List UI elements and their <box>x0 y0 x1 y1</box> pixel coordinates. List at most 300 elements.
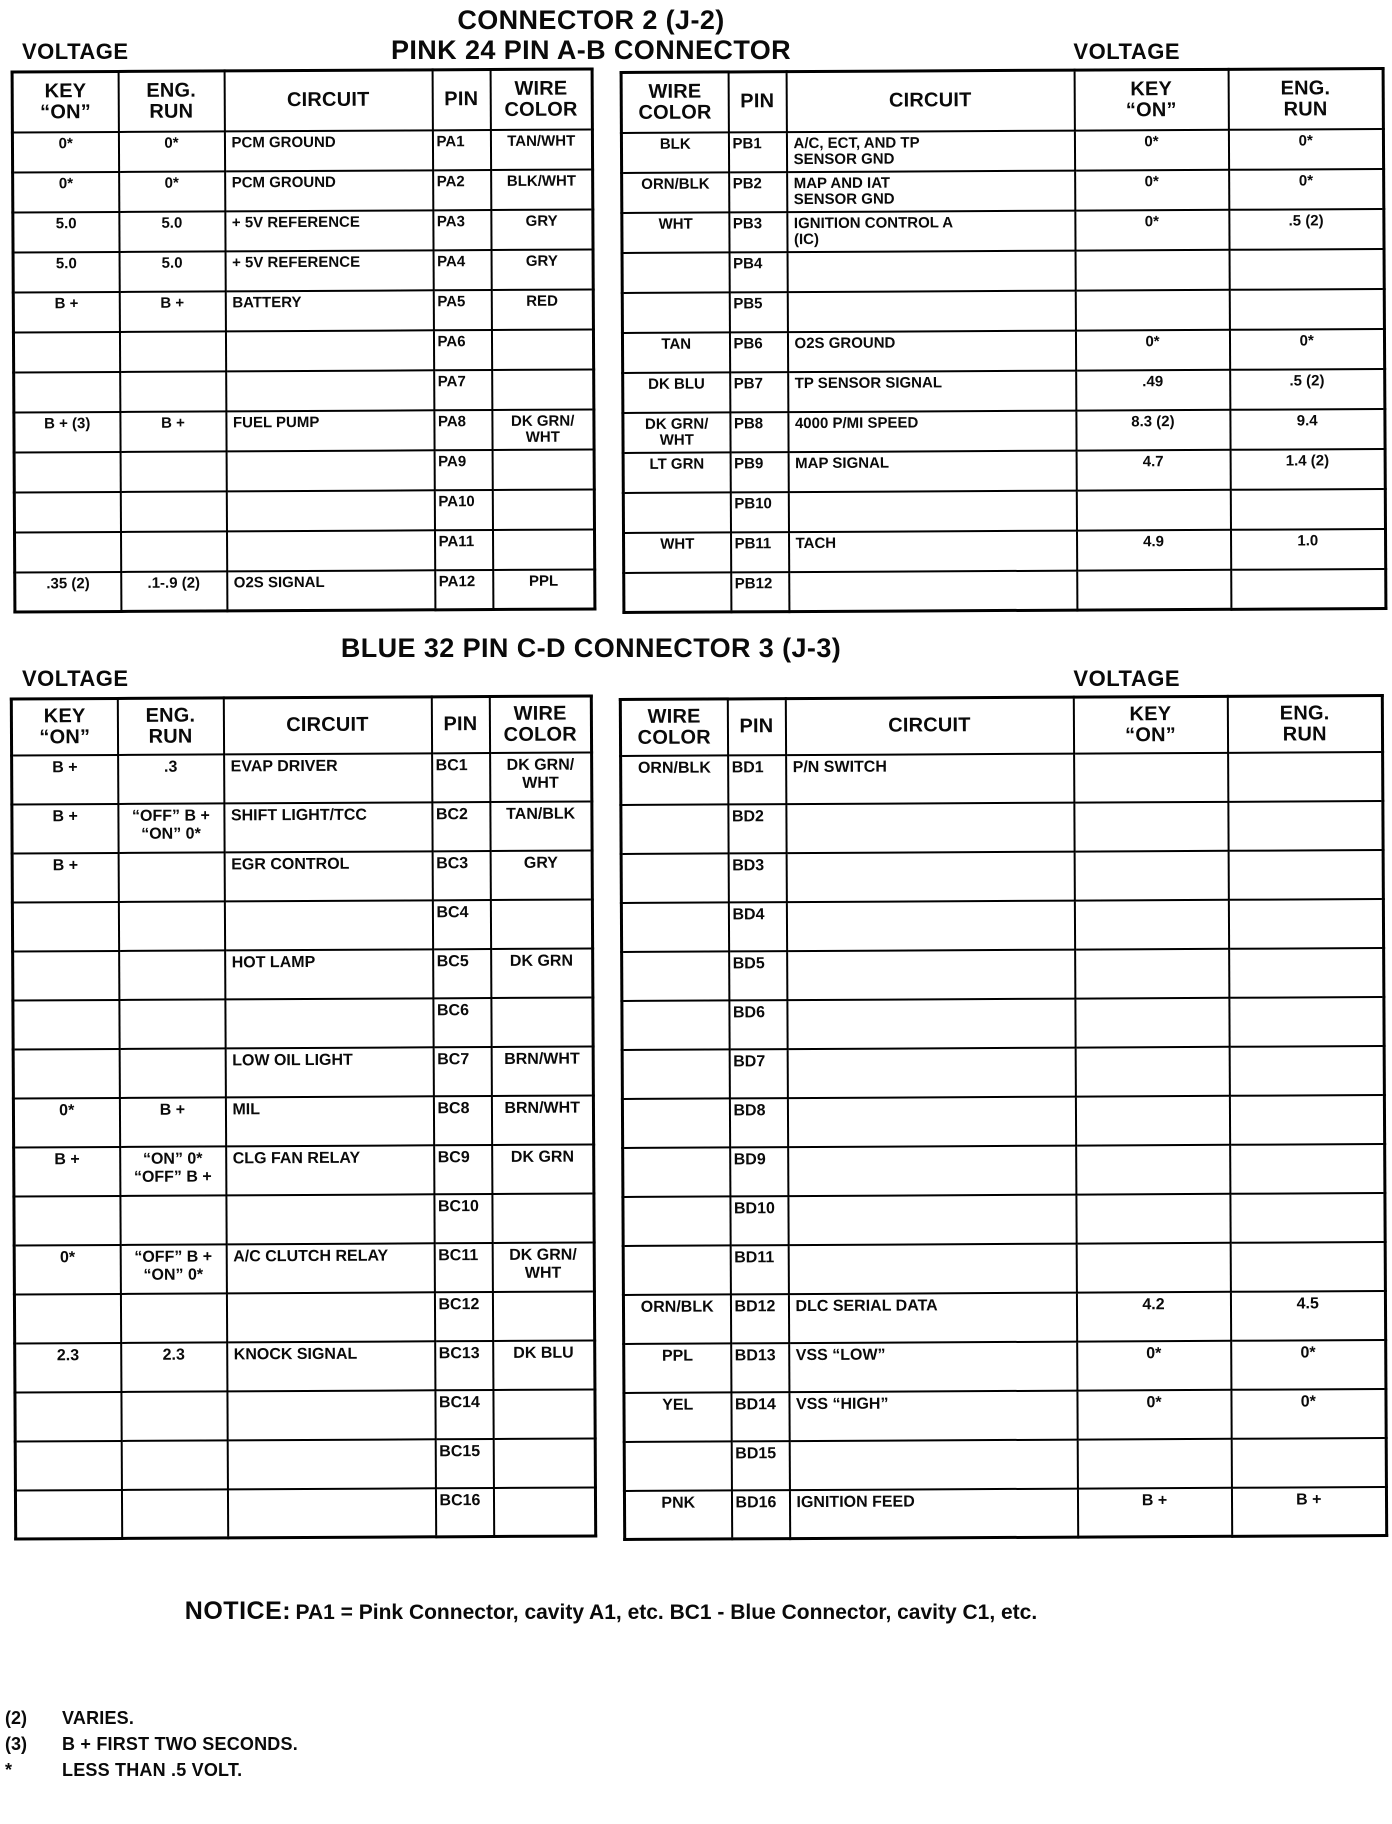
circuit-cell <box>787 998 1075 1049</box>
pb-pin-table <box>620 67 1388 614</box>
wire-color-cell: GRY <box>491 209 593 250</box>
wire-color-cell: DK BLU <box>623 372 730 413</box>
pin-cell: BD3 <box>728 853 786 902</box>
circuit-cell <box>789 1439 1077 1490</box>
table-row <box>621 899 1383 952</box>
pin-cell: PB12 <box>731 572 789 612</box>
key-on-cell <box>14 1294 120 1344</box>
circuit-cell: VSS “HIGH” <box>789 1390 1077 1441</box>
wire-color-cell <box>621 853 728 903</box>
pin-cell: PB5 <box>729 292 787 332</box>
eng-run-cell <box>1229 289 1384 330</box>
footnote-marker: (2) <box>5 1708 27 1729</box>
eng-run-cell <box>1229 249 1384 290</box>
footnote-text: LESS THAN .5 VOLT. <box>62 1760 243 1781</box>
circuit-cell <box>226 490 434 531</box>
circuit-cell: O2S GROUND <box>787 330 1075 372</box>
table-row <box>13 1046 593 1098</box>
circuit-cell <box>787 949 1075 1000</box>
wire-color-cell <box>623 492 730 533</box>
circuit-cell <box>787 1047 1075 1098</box>
pin-cell: PB6 <box>729 332 787 372</box>
table-row <box>12 129 592 172</box>
eng-run-cell: “ON” 0* “OFF” B + <box>120 1146 226 1196</box>
pin-cell: BD9 <box>730 1147 788 1196</box>
eng-run-cell <box>120 1293 226 1343</box>
pin-cell: BC12 <box>434 1292 492 1341</box>
circuit-cell <box>226 1292 434 1342</box>
pin-cell: BD14 <box>731 1392 789 1441</box>
pin-cell: BD8 <box>729 1098 787 1147</box>
circuit-cell <box>788 1243 1076 1294</box>
key-on-cell: .49 <box>1076 370 1230 411</box>
wire-color-cell: DK BLU <box>493 1340 595 1390</box>
table-row <box>14 529 594 572</box>
voltage-label-left: VOLTAGE <box>22 39 129 65</box>
eng-run-cell: 9.4 <box>1230 409 1385 450</box>
circuit-cell <box>789 570 1077 612</box>
wire-color-cell <box>491 329 593 370</box>
wire-color-cell <box>492 489 594 530</box>
column-header-circuit: CIRCUIT <box>785 697 1073 755</box>
wire-color-cell <box>623 1147 730 1197</box>
key-on-cell: 0* <box>1074 130 1228 171</box>
circuit-cell: IGNITION CONTROL A (IC) <box>787 210 1075 252</box>
table-row <box>15 1487 595 1539</box>
pin-cell: PB9 <box>730 452 788 492</box>
eng-run-cell: 2.3 <box>121 1342 227 1392</box>
key-on-cell: 0* <box>13 1098 119 1148</box>
connector3-title-block <box>0 628 1392 664</box>
eng-run-cell: B + <box>119 1097 225 1147</box>
pin-cell: BC13 <box>435 1341 493 1390</box>
pin-cell: BD10 <box>730 1196 788 1245</box>
table-row <box>621 129 1383 173</box>
wire-color-cell <box>490 899 592 949</box>
circuit-cell: A/C, ECT, AND TP SENSOR GND <box>786 131 1074 173</box>
circuit-cell <box>787 250 1075 292</box>
eng-run-cell <box>119 950 225 1000</box>
pin-cell: BD4 <box>728 902 786 951</box>
eng-run-cell <box>121 1489 227 1539</box>
key-on-cell: 4.2 <box>1076 1291 1230 1341</box>
eng-run-cell <box>121 1440 227 1490</box>
column-header-eng-run: ENG. RUN <box>117 698 223 755</box>
circuit-cell <box>788 490 1076 532</box>
circuit-cell: FUEL PUMP <box>226 410 434 451</box>
key-on-cell: B + <box>13 292 119 333</box>
table-row <box>624 529 1386 573</box>
circuit-cell <box>225 330 433 371</box>
footnote-text: VARIES. <box>62 1708 135 1729</box>
pin-cell: PB3 <box>729 212 787 252</box>
circuit-cell: BATTERY <box>225 290 433 331</box>
eng-run-cell <box>1230 489 1385 530</box>
connector2-subtitle: PINK 24 PIN A-B CONNECTOR <box>390 34 792 65</box>
wire-color-cell: TAN <box>622 332 729 373</box>
table-row <box>13 997 593 1049</box>
table-row <box>624 1438 1386 1491</box>
key-on-cell <box>13 951 119 1001</box>
wire-color-cell: TAN/WHT <box>490 129 592 170</box>
key-on-cell: 8.3 (2) <box>1076 410 1230 451</box>
eng-run-cell: B + <box>119 291 225 332</box>
column-header-key-on: KEY “ON” <box>12 72 118 133</box>
eng-run-cell <box>1229 948 1384 998</box>
key-on-cell <box>1074 850 1228 900</box>
eng-run-cell: .1-.9 (2) <box>121 571 227 612</box>
circuit-cell <box>227 1439 435 1489</box>
wire-color-cell: ORN/BLK <box>621 755 728 805</box>
wire-color-cell: DK GRN <box>491 948 593 998</box>
key-on-cell: B + <box>14 1147 120 1197</box>
wire-color-cell: DK GRN <box>492 1144 594 1194</box>
table-row <box>624 569 1386 613</box>
footnote-text: B + FIRST TWO SECONDS. <box>62 1734 298 1755</box>
eng-run-cell <box>120 451 226 492</box>
pin-cell: BC2 <box>432 802 490 851</box>
key-on-cell: B + <box>12 804 118 854</box>
pin-cell: BD7 <box>729 1049 787 1098</box>
wire-color-cell <box>622 1049 729 1099</box>
header-row <box>12 69 592 132</box>
eng-run-cell <box>1228 801 1383 851</box>
circuit-cell: O2S SIGNAL <box>227 570 435 611</box>
table-row <box>623 489 1385 533</box>
table-row <box>13 329 593 372</box>
key-on-cell <box>1075 1046 1229 1096</box>
eng-run-cell <box>120 531 226 572</box>
wire-color-cell: TAN/BLK <box>490 801 592 851</box>
eng-run-cell <box>1230 1144 1385 1194</box>
table-row <box>622 209 1384 253</box>
pin-cell: BD6 <box>729 1000 787 1049</box>
pin-cell: PB10 <box>730 492 788 532</box>
table-row <box>14 1291 594 1343</box>
eng-run-cell <box>118 852 224 902</box>
bc-pin-table <box>10 695 597 1541</box>
table-row <box>14 409 594 452</box>
key-on-cell <box>1076 1144 1230 1194</box>
circuit-cell <box>225 998 433 1048</box>
circuit-cell <box>224 900 432 950</box>
table-row <box>13 209 593 252</box>
key-on-cell: B + <box>12 853 118 903</box>
pin-cell: PA5 <box>433 290 491 330</box>
wire-color-cell: PPL <box>493 569 595 610</box>
column-header-pin: PIN <box>727 699 785 755</box>
table-row <box>12 899 592 951</box>
pin-cell: PB2 <box>729 172 787 212</box>
eng-run-cell <box>120 1195 226 1245</box>
circuit-cell: MAP SIGNAL <box>788 450 1076 492</box>
connector3-tables <box>0 696 1392 1539</box>
circuit-cell: + 5V REFERENCE <box>225 250 433 291</box>
table-row <box>14 1193 594 1245</box>
eng-run-cell <box>1229 997 1384 1047</box>
voltage-label-right: VOLTAGE <box>1073 666 1180 692</box>
table-row <box>623 409 1385 453</box>
circuit-cell: + 5V REFERENCE <box>225 210 433 251</box>
pin-cell: PB1 <box>728 132 786 172</box>
wire-color-cell <box>622 292 729 333</box>
circuit-cell <box>227 1488 435 1538</box>
eng-run-cell: 0* <box>1231 1389 1386 1439</box>
table-row <box>622 1046 1384 1099</box>
key-on-cell: 0* <box>1075 210 1229 251</box>
key-on-cell: 4.9 <box>1076 530 1230 571</box>
eng-run-cell: 1.0 <box>1230 529 1385 570</box>
eng-run-cell <box>1230 1242 1385 1292</box>
pin-cell: BD13 <box>731 1343 789 1392</box>
circuit-cell: 4000 P/MI SPEED <box>788 410 1076 452</box>
wire-color-cell: DK GRN/ WHT <box>492 1242 594 1292</box>
pin-cell: PA8 <box>434 410 492 450</box>
notice-text: PA1 = Pink Connector, cavity A1, etc. BC1 - Blue Connector, cavity C1, etc. <box>295 1601 1038 1625</box>
eng-run-cell: 0* <box>1229 329 1384 370</box>
circuit-cell <box>227 1390 435 1440</box>
table-row <box>15 1389 595 1441</box>
pin-cell: BC4 <box>432 900 490 949</box>
wire-color-cell: WHT <box>624 532 731 573</box>
key-on-cell <box>1076 490 1230 531</box>
table-row <box>14 1242 594 1294</box>
footnotes <box>0 1708 1392 1781</box>
circuit-cell <box>786 900 1074 951</box>
notice <box>0 1597 1392 1626</box>
column-header-wire-color: WIRE COLOR <box>490 69 592 130</box>
eng-run-cell <box>119 1048 225 1098</box>
circuit-cell: MIL <box>225 1096 433 1146</box>
wire-color-cell <box>622 1000 729 1050</box>
eng-run-cell: B + <box>1231 1487 1386 1537</box>
circuit-cell: A/C CLUTCH RELAY <box>226 1243 434 1293</box>
eng-run-cell <box>120 371 226 412</box>
key-on-cell: .35 (2) <box>15 572 121 613</box>
table-row <box>622 948 1384 1001</box>
key-on-cell <box>13 1049 119 1099</box>
key-on-cell <box>1075 948 1229 998</box>
key-on-cell <box>14 492 120 533</box>
circuit-cell: P/N SWITCH <box>786 753 1074 804</box>
table-row <box>623 1291 1385 1344</box>
pin-cell: BD11 <box>730 1245 788 1294</box>
table-row <box>621 850 1383 903</box>
column-header-circuit: CIRCUIT <box>224 70 432 131</box>
eng-run-cell: 0* <box>1229 169 1384 210</box>
key-on-cell <box>15 1441 121 1491</box>
eng-run-cell: B + <box>120 411 226 452</box>
circuit-cell <box>226 530 434 571</box>
voltage-label-right: VOLTAGE <box>1073 39 1180 65</box>
table-row <box>13 249 593 292</box>
key-on-cell <box>15 1392 121 1442</box>
column-header-key-on: KEY “ON” <box>1074 70 1228 131</box>
circuit-cell: MAP AND IAT SENSOR GND <box>787 171 1075 213</box>
key-on-cell <box>1077 570 1231 611</box>
key-on-cell: 0* <box>13 172 119 213</box>
table-row <box>13 1095 593 1147</box>
key-on-cell <box>1077 1438 1231 1488</box>
connector2-tables <box>0 69 1392 612</box>
pin-cell: PA7 <box>434 370 492 410</box>
pa-pin-table <box>11 68 597 614</box>
wire-color-cell: BLK <box>621 132 728 173</box>
voltage-labels-row <box>0 666 1392 696</box>
wire-color-cell <box>493 1487 595 1537</box>
pin-cell: PA9 <box>434 450 492 490</box>
circuit-cell: EGR CONTROL <box>224 851 432 901</box>
eng-run-cell <box>1228 752 1383 802</box>
header-row <box>620 696 1382 756</box>
circuit-cell: KNOCK SIGNAL <box>227 1341 435 1391</box>
pin-cell: BC16 <box>435 1488 493 1537</box>
key-on-cell: 0* <box>1077 1389 1231 1439</box>
table-row <box>623 449 1385 493</box>
table-row <box>12 801 592 853</box>
pin-cell: PA3 <box>433 210 491 250</box>
wire-color-cell: PNK <box>624 1490 731 1540</box>
wire-color-cell: DK GRN/ WHT <box>490 752 592 802</box>
table-row <box>622 997 1384 1050</box>
connector2-title: CONNECTOR 2 (J-2) <box>457 5 725 35</box>
wire-color-cell: GRY <box>490 850 592 900</box>
eng-run-cell: “OFF” B + “ON” 0* <box>120 1244 226 1294</box>
footnote <box>5 1734 1392 1755</box>
table-row <box>623 1144 1385 1197</box>
wire-color-cell: ORN/BLK <box>623 1294 730 1344</box>
key-on-cell <box>14 372 120 413</box>
table-row <box>623 1242 1385 1295</box>
circuit-cell <box>787 1096 1075 1147</box>
table-row <box>622 289 1384 333</box>
table-row <box>13 948 593 1000</box>
column-header-wire-color: WIRE COLOR <box>621 72 728 133</box>
pin-cell: BC8 <box>433 1096 491 1145</box>
circuit-cell: IGNITION FEED <box>789 1488 1077 1539</box>
eng-run-cell: .5 (2) <box>1229 209 1384 250</box>
wire-color-cell: BLK/WHT <box>491 169 593 210</box>
table-row <box>622 329 1384 373</box>
eng-run-cell: .3 <box>118 754 224 804</box>
circuit-cell <box>787 290 1075 332</box>
wire-color-cell <box>623 1245 730 1295</box>
circuit-cell: HOT LAMP <box>225 949 433 999</box>
wire-color-cell <box>493 1438 595 1488</box>
eng-run-cell <box>1229 1095 1384 1145</box>
footnote-marker: (3) <box>5 1734 27 1755</box>
footnote <box>5 1708 1392 1729</box>
table-row <box>15 1438 595 1490</box>
key-on-cell <box>1076 1242 1230 1292</box>
pin-cell: BD1 <box>728 755 786 804</box>
connector3-title: BLUE 32 PIN C-D CONNECTOR 3 (J-3) <box>340 633 842 664</box>
wire-color-cell: BRN/WHT <box>491 1095 593 1145</box>
eng-run-cell: 0* <box>1228 129 1383 170</box>
wire-color-cell: GRY <box>491 249 593 290</box>
table-row <box>622 249 1384 293</box>
wire-color-cell <box>492 449 594 490</box>
pin-cell: BD2 <box>728 804 786 853</box>
key-on-cell: B + <box>1077 1487 1231 1537</box>
key-on-cell: 5.0 <box>13 212 119 253</box>
wire-color-cell <box>492 1193 594 1243</box>
wire-color-cell <box>622 1098 729 1148</box>
key-on-cell: 0* <box>1077 1340 1231 1390</box>
circuit-cell: EVAP DRIVER <box>224 753 432 803</box>
table-row <box>621 752 1383 805</box>
key-on-cell <box>14 1196 120 1246</box>
table-row <box>12 752 592 804</box>
column-header-wire-color: WIRE COLOR <box>489 696 591 753</box>
pin-cell: PA4 <box>433 250 491 290</box>
wire-color-cell <box>624 1441 731 1491</box>
eng-run-cell <box>119 999 225 1049</box>
eng-run-cell: 1.4 (2) <box>1230 449 1385 490</box>
table-row <box>15 1340 595 1392</box>
wire-color-cell: RED <box>491 289 593 330</box>
pin-cell: BC7 <box>433 1047 491 1096</box>
pin-cell: BC9 <box>434 1145 492 1194</box>
circuit-cell: SHIFT LIGHT/TCC <box>224 802 432 852</box>
pin-cell: PB7 <box>730 372 788 412</box>
footnote-marker: * <box>5 1760 13 1781</box>
eng-run-cell <box>1231 1438 1386 1488</box>
column-header-pin: PIN <box>728 72 786 132</box>
key-on-cell: B + (3) <box>14 412 120 453</box>
table-row <box>624 1389 1386 1442</box>
eng-run-cell <box>118 901 224 951</box>
wire-color-cell <box>624 572 731 613</box>
circuit-cell <box>786 851 1074 902</box>
column-header-eng-run: ENG. RUN <box>1228 69 1383 130</box>
wire-color-cell: ORN/BLK <box>622 172 729 213</box>
circuit-cell: TACH <box>788 530 1076 572</box>
pin-cell: BC1 <box>432 753 490 802</box>
eng-run-cell <box>121 1391 227 1441</box>
key-on-cell <box>1075 250 1229 291</box>
circuit-cell: CLG FAN RELAY <box>226 1145 434 1195</box>
wire-color-cell <box>623 1196 730 1246</box>
eng-run-cell: 5.0 <box>119 251 225 292</box>
wire-color-cell: YEL <box>624 1392 731 1442</box>
eng-run-cell <box>1228 850 1383 900</box>
key-on-cell <box>12 902 118 952</box>
eng-run-cell <box>1228 899 1383 949</box>
key-on-cell: B + <box>12 755 118 805</box>
eng-run-cell <box>1231 569 1386 610</box>
eng-run-cell: 0* <box>1231 1340 1386 1390</box>
pin-cell: PA10 <box>434 490 492 530</box>
bd-pin-table <box>619 694 1388 1541</box>
wire-color-cell: DK GRN/ WHT <box>492 409 594 450</box>
key-on-cell: 5.0 <box>13 252 119 293</box>
pin-cell: BC3 <box>432 851 490 900</box>
key-on-cell <box>1074 752 1228 802</box>
table-row <box>623 369 1385 413</box>
key-on-cell: 0* <box>1075 170 1229 211</box>
circuit-cell <box>788 1145 1076 1196</box>
pin-cell: BD16 <box>731 1490 789 1539</box>
key-on-cell: 0* <box>1075 330 1229 371</box>
table-row <box>624 1340 1386 1393</box>
wire-color-cell <box>622 252 729 293</box>
pin-cell: PB11 <box>730 532 788 572</box>
eng-run-cell: 0* <box>118 131 224 172</box>
pin-cell: PB8 <box>730 412 788 452</box>
eng-run-cell <box>119 331 225 372</box>
wire-color-cell <box>622 951 729 1001</box>
